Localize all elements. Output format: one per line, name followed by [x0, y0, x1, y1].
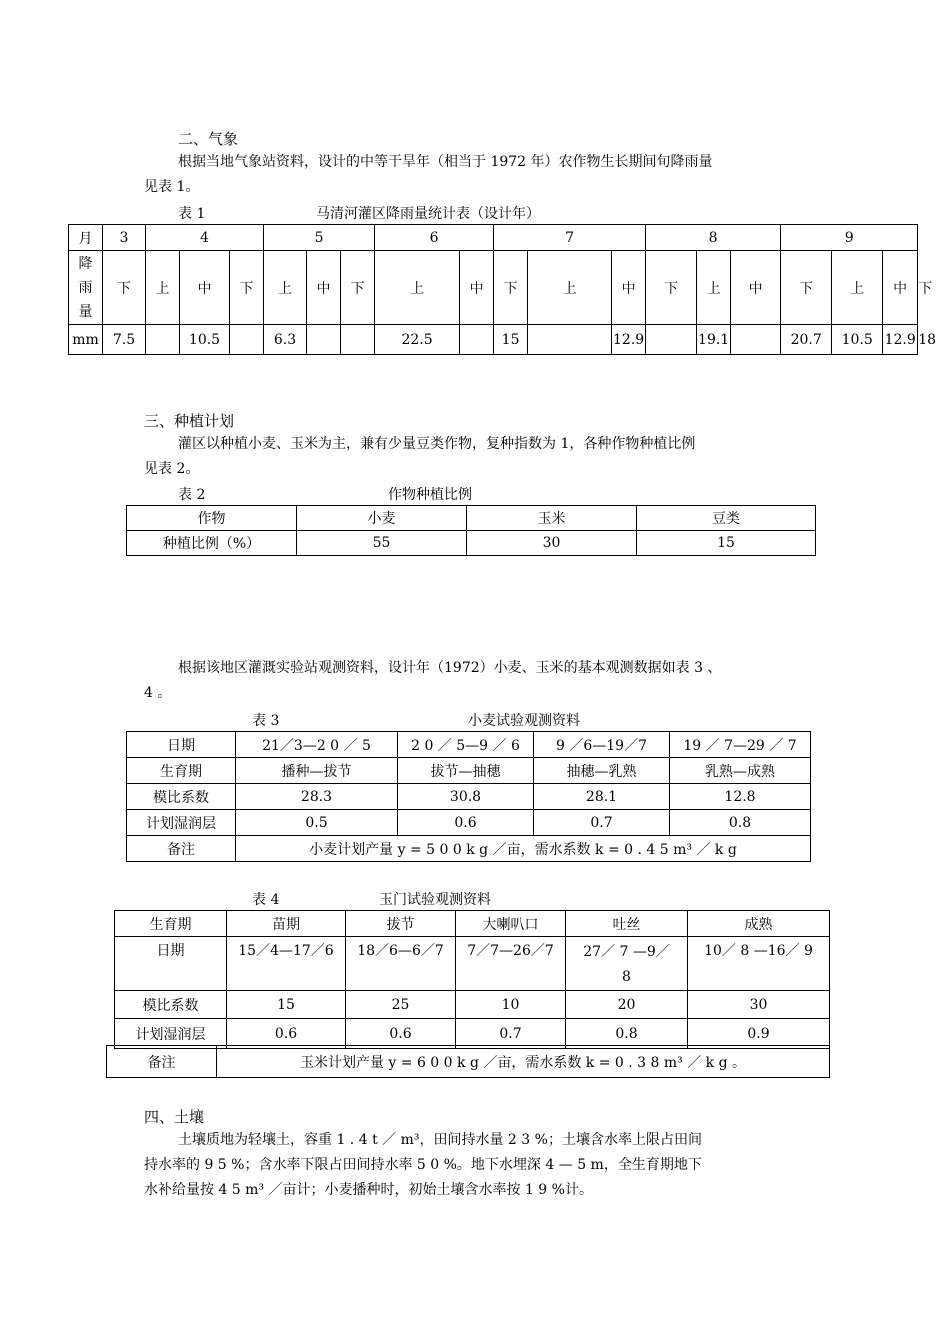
table3-cell: 0.6: [398, 810, 534, 836]
rainfall-value: [646, 325, 697, 355]
soil-paragraph-line3: 水补给量按 4 5 m³ ／亩计；小麦播种时，初始土壤含水率按 1 9 %计。: [144, 1182, 593, 1198]
month-cell: 3: [103, 225, 146, 251]
table4-note: 玉米计划产量 y = 6 0 0 k g ／亩，需水系数 k = 0 . 3 8 m³ ／ k g 。: [217, 1046, 830, 1078]
period-cell: 上: [264, 251, 307, 325]
table2-row-label: 种植比例（%）: [127, 531, 297, 556]
period-cell: 中: [307, 251, 341, 325]
rainfall-header-char: 降: [78, 255, 93, 272]
period-cell: 上: [697, 251, 731, 325]
table4-date: 15／4—17／6: [227, 937, 346, 991]
table3-cell: 播种—拔节: [236, 758, 398, 784]
period-cell: 下: [494, 251, 528, 325]
soil-paragraph-line1: 土壤质地为轻壤土，容重 1 . 4 t ／ m³，田间持水量 2 3 %；土壤含水率上限占田间: [178, 1132, 702, 1148]
table4-date: 7／7—26／7: [456, 937, 566, 991]
table4-depth: 0.9: [688, 1019, 830, 1049]
rainfall-value: 22.5: [375, 325, 460, 355]
table4-depth: 0.8: [566, 1019, 688, 1049]
table3-cell: 28.1: [534, 784, 670, 810]
corn-observation-table: [114, 910, 830, 1049]
table3-cell: 日期: [127, 732, 236, 758]
table3-cell: 模比系数: [127, 784, 236, 810]
rainfall-value: 20.7: [781, 325, 832, 355]
period-cell: 中: [883, 251, 918, 325]
section-heading-planting: 三、种植计划: [144, 412, 235, 430]
planting-paragraph-line2: 见表 2。: [144, 461, 200, 477]
table4-date: 10／ 8 —16／ 9: [688, 937, 830, 991]
rainfall-value: [146, 325, 180, 355]
table4-ratio-label: 模比系数: [115, 991, 227, 1019]
table4-header-cell: 成熟: [688, 911, 830, 937]
rainfall-value: 15: [494, 325, 528, 355]
table3-cell: 生育期: [127, 758, 236, 784]
corn-note-table: [106, 1045, 830, 1078]
rainfall-row-header: [69, 251, 103, 325]
table2-value: 30: [467, 531, 637, 556]
table4-header-cell: 大喇叭口: [456, 911, 566, 937]
month-cell: 7: [494, 225, 646, 251]
rainfall-value: 7.5: [103, 325, 146, 355]
period-cell: 中: [180, 251, 230, 325]
climate-paragraph-line2: 见表 1。: [144, 179, 200, 195]
table3-cell: 2 0 ／ 5—9 ／ 6: [398, 732, 534, 758]
table4-header-cell: 苗期: [227, 911, 346, 937]
table3-label: 表 3: [252, 713, 280, 729]
table3-note: 小麦计划产量 y = 5 0 0 k g ／亩，需水系数 k = 0 . 4 5 m³ ／ k g: [236, 836, 811, 862]
month-cell: 9: [781, 225, 918, 251]
table2-header-cell: 玉米: [467, 506, 637, 531]
table4-ratio: 25: [346, 991, 456, 1019]
observation-paragraph-line2: 4 。: [144, 685, 172, 701]
month-cell: 5: [264, 225, 375, 251]
rainfall-value: 12.9: [612, 325, 646, 355]
climate-paragraph-line1: 根据当地气象站资料，设计的中等干旱年（相当于 1972 年）农作物生长期间旬降雨量: [178, 154, 713, 170]
table4-ratio: 10: [456, 991, 566, 1019]
rainfall-value: [230, 325, 264, 355]
table2-label: 表 2: [178, 487, 206, 503]
table3-cell: 9 ／6—19／7: [534, 732, 670, 758]
table4-depth: 0.6: [227, 1019, 346, 1049]
table2-value: 15: [637, 531, 816, 556]
rainfall-value: [528, 325, 612, 355]
table4-date-continuation: 8: [622, 969, 631, 985]
table4-header-cell: 吐丝: [566, 911, 688, 937]
wheat-observation-table: [126, 731, 811, 862]
table2-title: 作物种植比例: [388, 487, 472, 503]
period-cell: 下: [781, 251, 832, 325]
table4-depth: 0.6: [346, 1019, 456, 1049]
table1-label: 表 1: [178, 206, 206, 222]
rainfall-value: 12.9: [883, 325, 918, 355]
rainfall-table: 月 3 4 5 6 7 8 9 降 雨 量 下 上 中 下 上 中 下 上 中 下 上 中 下 上 中 下 上 中 下 mm 7.5 10.5 6.3 22.5 15 12.9 19.1 20.7 10.5 12.9 18: [68, 224, 918, 355]
period-cell: 下: [341, 251, 375, 325]
soil-paragraph-line2: 持水率的 9 5 %；含水率下限占田间持水率 5 0 %。地下水埋深 4 — 5 m，全生育期地下: [144, 1157, 702, 1173]
table2-header-cell: 小麦: [297, 506, 467, 531]
planting-ratio-table: [126, 505, 816, 556]
table4-depth: 0.7: [456, 1019, 566, 1049]
period-cell: 中: [612, 251, 646, 325]
table4-header-cell: 拔节: [346, 911, 456, 937]
table4-date-cell: [566, 937, 688, 991]
table3-cell: 抽穗—乳熟: [534, 758, 670, 784]
rainfall-value: 10.5: [180, 325, 230, 355]
table4-title: 玉门试验观测资料: [379, 892, 491, 908]
period-cell: 中: [731, 251, 781, 325]
period-cell: 上: [146, 251, 180, 325]
table4-date: 18／6—6／7: [346, 937, 456, 991]
rainfall-header-char: 量: [78, 303, 93, 320]
table3-cell: 28.3: [236, 784, 398, 810]
table3-cell: 乳熟—成熟: [670, 758, 811, 784]
period-cell: 上: [375, 251, 460, 325]
section-heading-climate: 二、气象: [178, 130, 239, 148]
month-cell: 8: [646, 225, 781, 251]
table4-ratio: 15: [227, 991, 346, 1019]
period-cell: 下: [646, 251, 697, 325]
rainfall-value: 10.5: [832, 325, 883, 355]
period-cell: 下: [230, 251, 264, 325]
table4-note-label: 备注: [107, 1046, 217, 1078]
month-header: 月: [69, 225, 103, 251]
table4-date-label: 日期: [115, 937, 227, 991]
table4-ratio: 20: [566, 991, 688, 1019]
table4-label: 表 4: [252, 892, 280, 908]
table2-value: 55: [297, 531, 467, 556]
period-cell: 下: [103, 251, 146, 325]
rainfall-value: [307, 325, 341, 355]
table4-ratio: 30: [688, 991, 830, 1019]
planting-paragraph-line1: 灌区以种植小麦、玉米为主，兼有少量豆类作物，复种指数为 1，各种作物种植比例: [178, 436, 696, 452]
section-heading-soil: 四、土壤: [144, 1108, 205, 1126]
rainfall-value: [341, 325, 375, 355]
period-cell: 中: [460, 251, 494, 325]
month-cell: 6: [375, 225, 494, 251]
rainfall-value: 19.1: [697, 325, 731, 355]
table3-cell: 拔节—抽穗: [398, 758, 534, 784]
table3-cell: 19 ／ 7—29 ／ 7: [670, 732, 811, 758]
period-cell: 上: [832, 251, 883, 325]
table2-header-cell: 作物: [127, 506, 297, 531]
month-cell: 4: [146, 225, 264, 251]
table3-cell: 0.5: [236, 810, 398, 836]
rainfall-value: [460, 325, 494, 355]
table1-title: 马清河灌区降雨量统计表（设计年）: [316, 206, 540, 222]
rainfall-value: 6.3: [264, 325, 307, 355]
table3-cell: 21／3—2 0 ／ 5: [236, 732, 398, 758]
table3-cell: 0.8: [670, 810, 811, 836]
observation-paragraph-line1: 根据该地区灌溉实验站观测资料，设计年（1972）小麦、玉米的基本观测数据如表 3 、: [178, 660, 722, 676]
rainfall-value: [731, 325, 781, 355]
table4-date: 27／ 7 —9／: [583, 944, 670, 960]
table3-cell: 12.8: [670, 784, 811, 810]
unit-cell: mm: [69, 325, 103, 355]
table3-cell: 计划湿润层: [127, 810, 236, 836]
rainfall-header-char: 雨: [78, 279, 93, 296]
table3-note-label: 备注: [127, 836, 236, 862]
table4-depth-label: 计划湿润层: [115, 1019, 227, 1049]
table2-header-cell: 豆类: [637, 506, 816, 531]
table3-title: 小麦试验观测资料: [468, 713, 580, 729]
period-cell: 上: [528, 251, 612, 325]
table3-cell: 0.7: [534, 810, 670, 836]
table3-cell: 30.8: [398, 784, 534, 810]
table4-header-cell: 生育期: [115, 911, 227, 937]
